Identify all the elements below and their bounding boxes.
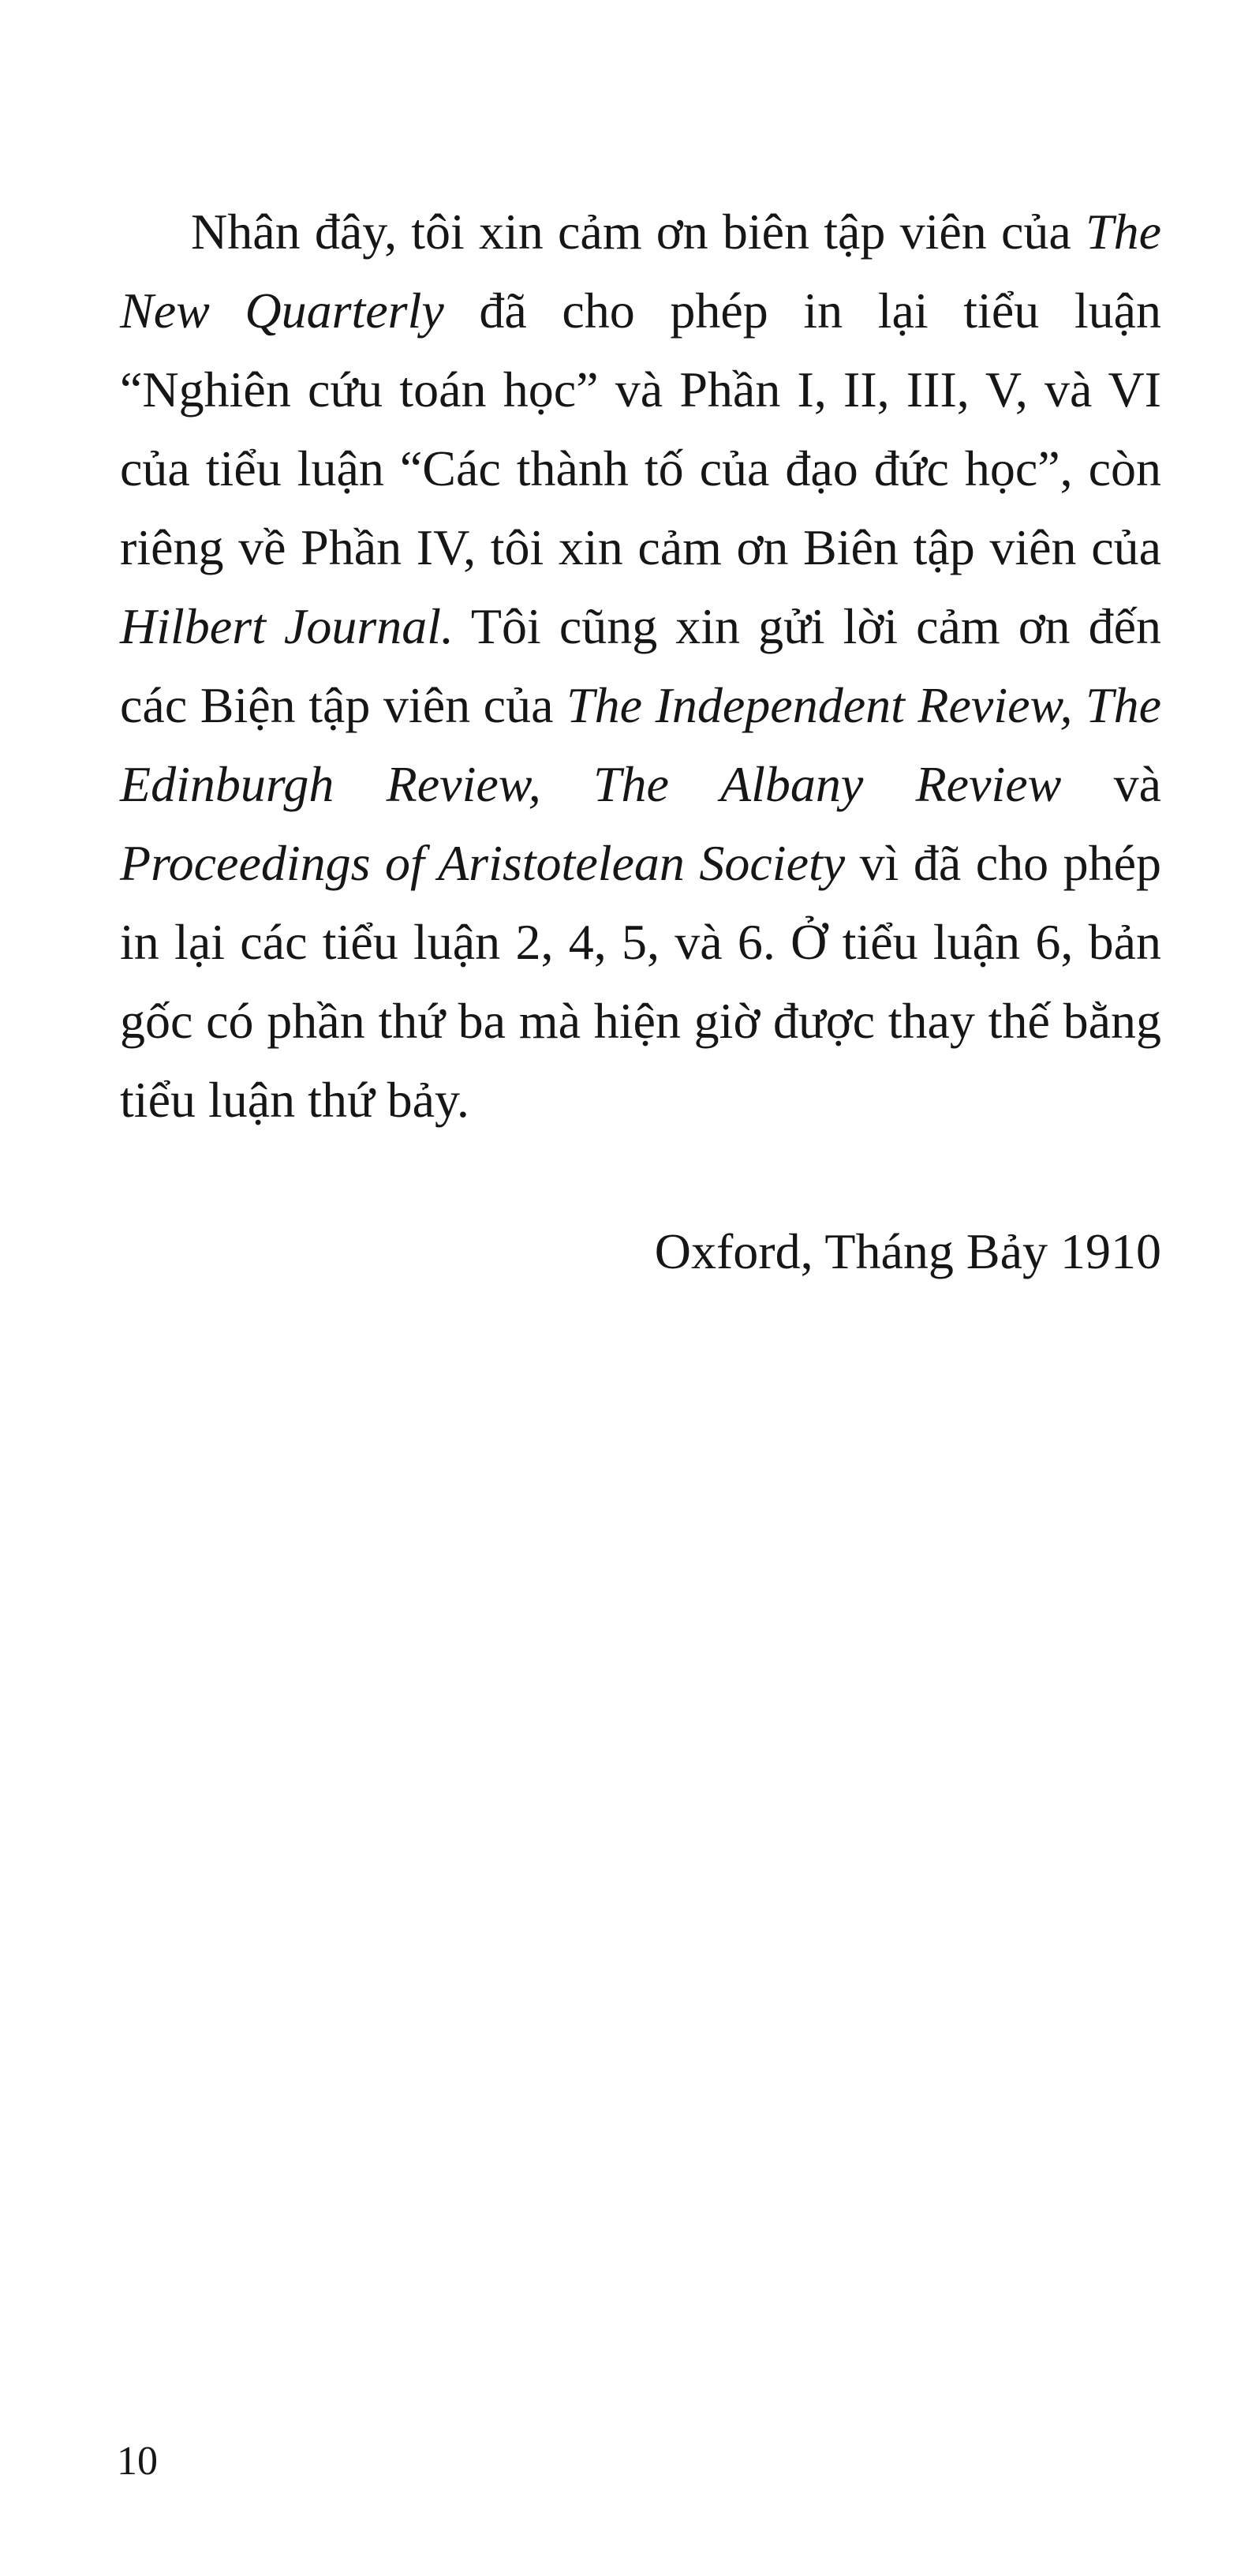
journal-title-hilbert: Hilbert Journal. bbox=[120, 598, 454, 654]
journal-titles-reviews: The Independent Review, The Edinburgh Review, The Albany Review bbox=[120, 677, 1161, 812]
journal-title-new-quarterly: The New Quarterly bbox=[120, 204, 1161, 339]
paragraph-body bbox=[120, 193, 1161, 1140]
text-segment-3: Tôi cũng xin gửi lời cảm ơn đến các Biện tập viên của bbox=[120, 598, 1162, 733]
journal-title-proceedings: Proceedings of Aristotelean Society bbox=[120, 835, 846, 891]
acknowledgement-paragraph bbox=[120, 193, 1161, 1140]
text-segment-1: Nhân đây, tôi xin cảm ơn biên tập viên của bbox=[191, 204, 1086, 260]
text-segment-2: đã cho phép in lại tiểu luận “Nghiên cứu toán học” và Phần I, II, III, V, và VI của tiểu luận “Các thành tố của đạo đức học”, còn riêng về Phần IV, tôi xin cảm ơn Biên tập viên của bbox=[120, 283, 1162, 575]
text-segment-5: vì đã cho phép in lại các tiểu luận 2, 4, 5, và 6. Ở tiểu luận 6, bản gốc có phần thứ ba mà hiện giờ được thay thế bằng tiểu luận thứ bảy. bbox=[120, 835, 1162, 1128]
page-number: 10 bbox=[117, 2439, 158, 2484]
text-segment-4: và bbox=[1061, 756, 1161, 812]
place-date-signature: Oxford, Tháng Bảy 1910 bbox=[654, 1223, 1161, 1279]
